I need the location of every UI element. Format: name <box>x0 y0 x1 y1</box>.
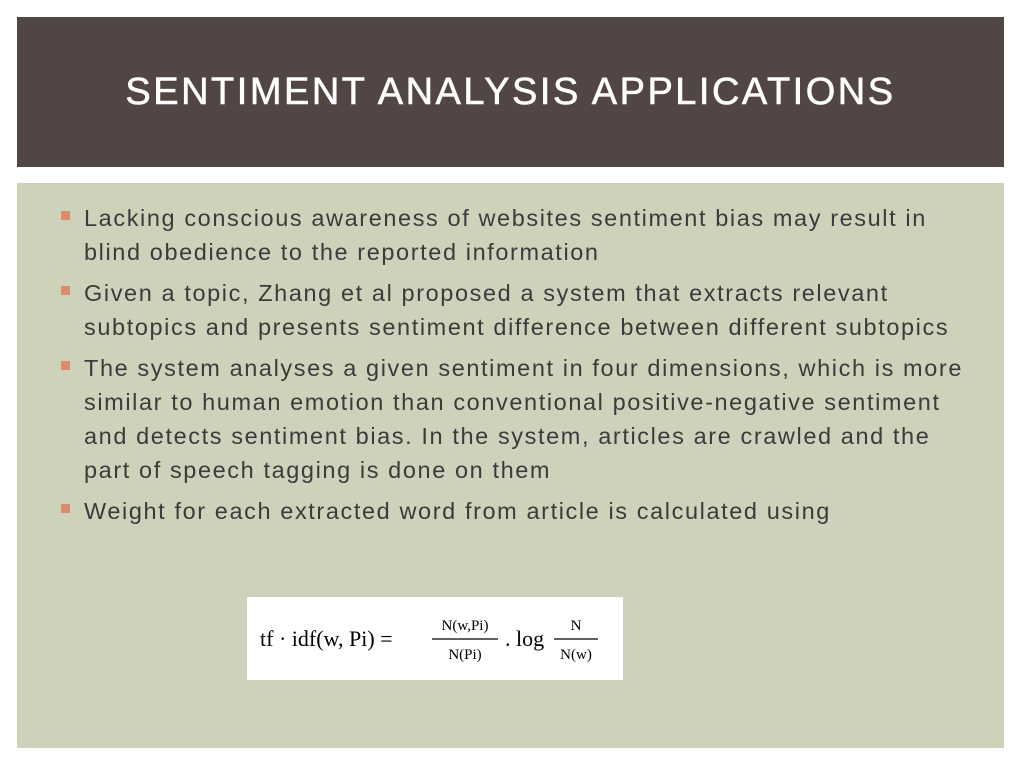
bullet-item <box>17 494 1004 528</box>
bullet-text: Given a topic, Zhang et al proposed a system that extracts relevant subtopics and presents sentiment difference between different subtopics <box>84 280 950 340</box>
bullet-list <box>17 201 1004 535</box>
formula-frac2-numerator: N <box>570 618 582 634</box>
square-bullet-icon <box>61 211 70 220</box>
slide-title: SENTIMENT ANALYSIS APPLICATIONS <box>125 70 896 113</box>
formula-image <box>247 597 623 680</box>
bullet-item <box>17 201 1004 269</box>
bullet-item <box>17 276 1004 344</box>
content-panel <box>17 183 1004 748</box>
bullet-text: Weight for each extracted word from article is calculated using <box>84 498 831 524</box>
formula-frac2-denominator: N(w) <box>560 647 592 663</box>
bullet-text: Lacking conscious awareness of websites sentiment bias may result in blind obedience to the reported information <box>84 205 927 265</box>
formula-lhs: tf · idf(w, Pi) = <box>260 626 393 651</box>
square-bullet-icon <box>61 361 70 370</box>
square-bullet-icon <box>61 286 70 295</box>
bullet-text: The system analyses a given sentiment in four dimensions, which is more similar to human emotion than conventional positive-negative sentiment and detects sentiment bias. In the system, articles are crawled and the part of speech tagging is done on them <box>84 355 963 483</box>
title-bar <box>17 17 1004 167</box>
formula-frac1-numerator: N(w,Pi) <box>441 618 489 634</box>
formula-frac1-denominator: N(Pi) <box>448 647 482 663</box>
tf-idf-formula <box>247 597 623 680</box>
bullet-item <box>17 351 1004 487</box>
formula-log: . log <box>505 626 545 651</box>
square-bullet-icon <box>61 504 70 513</box>
